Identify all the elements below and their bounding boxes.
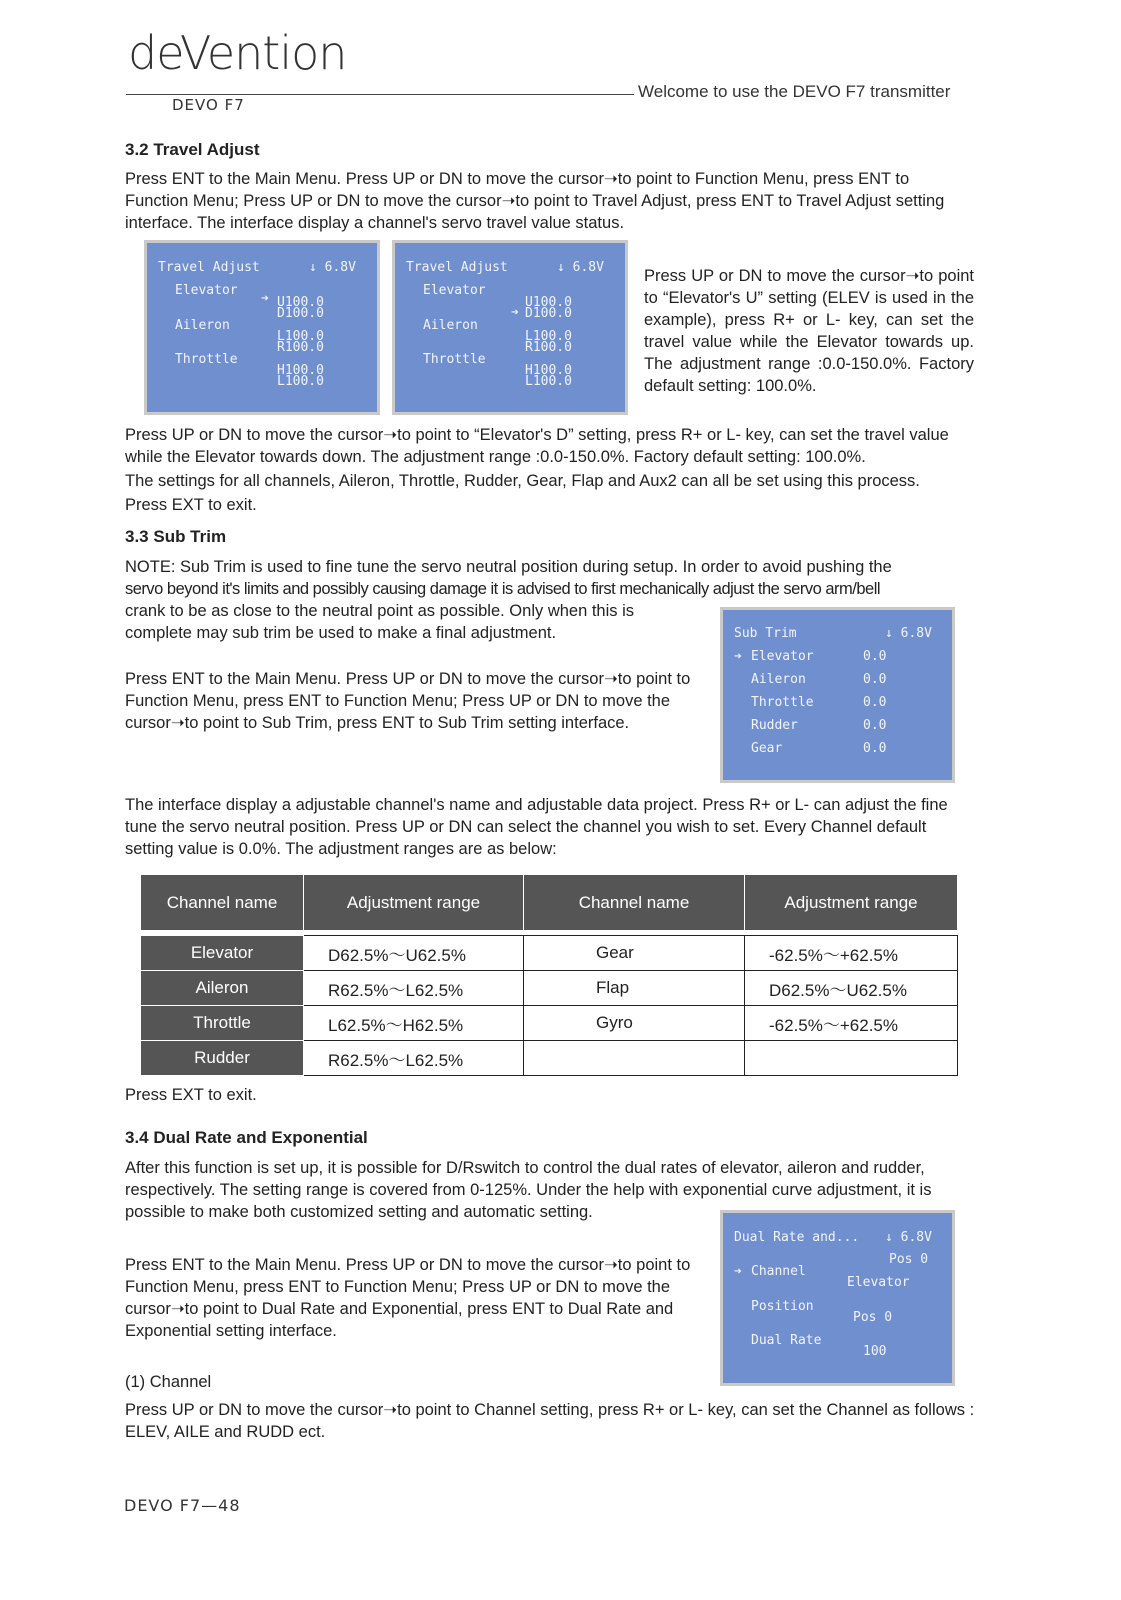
lcd-value: 0.0 <box>863 741 887 756</box>
lcd-value: L100.0 <box>277 374 324 389</box>
lcd-value: 0.0 <box>863 649 887 664</box>
table-cell: -62.5%～+62.5% <box>745 1006 958 1041</box>
dual-rate-intro: After this function is set up, it is possible for D/Rswitch to control the dual rates of elevator, aileron and rudder, respectively. The setting range is covered from 0-125%. Under the help with exponential curve adjustment, it is possible to make both customized setting and automatic setting. <box>125 1159 932 1221</box>
lcd-value: L100.0 <box>525 329 572 344</box>
lcd-channel-throttle: Throttle <box>175 352 238 367</box>
lcd-value: R100.0 <box>525 340 572 355</box>
lcd-channel-elevator: Elevator <box>423 283 486 298</box>
table-cell <box>524 1041 745 1076</box>
table-header: Channel name <box>524 875 745 931</box>
lcd-label: Channel <box>751 1264 806 1279</box>
table-cell: -62.5%～+62.5% <box>745 936 958 971</box>
lcd-value: D100.0 <box>525 306 572 321</box>
lcd-voltage: ↓ 6.8V <box>885 626 932 641</box>
lcd-title: Travel Adjust <box>406 260 508 275</box>
dual-rate-instructions: Press ENT to the Main Menu. Press UP or DN to move the cursor➝to point to Function Menu, press ENT to Function Menu; Press UP or DN to move the cursor➝to point to Dual Rate and Exponential, press ENT to Dual Rate and Exponential setting interface. <box>125 1256 691 1340</box>
lcd-channel: Gear <box>751 741 783 756</box>
lcd-voltage: ↓ 6.8V <box>309 260 356 275</box>
lcd-value: R100.0 <box>277 340 324 355</box>
lcd-channel: Rudder <box>751 718 798 733</box>
lcd-title: Travel Adjust <box>158 260 260 275</box>
travel-adjust-exit: Press EXT to exit. <box>125 496 257 514</box>
cursor-arrow-icon: ➔ <box>734 649 742 664</box>
table-cell: Gyro <box>524 1006 745 1041</box>
lcd-channel-aileron: Aileron <box>175 318 230 333</box>
lcd-value: U100.0 <box>525 295 572 310</box>
brand-model: DEVO F7 <box>172 96 245 114</box>
table-cell: Gear <box>524 936 745 971</box>
header-welcome: Welcome to use the DEVO F7 transmitter <box>638 82 951 101</box>
lcd-value: 100 <box>863 1344 887 1359</box>
travel-adjust-elevator-d: Press UP or DN to move the cursor➝to point to “Elevator's D” setting, press R+ or L- key, can set the travel value while the Elevator towards down. The adjustment range :0.0-150.0%. Factory default setting: 100.0%. <box>125 426 949 466</box>
lcd-value: H100.0 <box>525 363 572 378</box>
lcd-label: Position <box>751 1299 814 1314</box>
lcd-voltage: ↓ 6.8V <box>885 1230 932 1245</box>
travel-adjust-screen-2 <box>392 240 628 415</box>
dual-rate-channel-text: Press UP or DN to move the cursor➝to point to Channel setting, press R+ or L- key, can set the Channel as follows : ELEV, AILE and RUDD ect. <box>125 1401 975 1441</box>
lcd-value: 0.0 <box>863 695 887 710</box>
lcd-value: U100.0 <box>277 295 324 310</box>
lcd-title: Sub Trim <box>734 626 797 641</box>
sub-trim-note-line-1: NOTE: Sub Trim is used to fine tune the servo neutral position during setup. In order to avoid pushing the <box>125 558 892 576</box>
lcd-value: D100.0 <box>277 306 324 321</box>
sub-trim-note-line-2: servo beyond it's limits and possibly causing damage it is advised to first mechanically adjust the servo arm/bell <box>125 580 881 598</box>
table-row <box>141 1041 958 1076</box>
table-row <box>141 1006 958 1041</box>
lcd-value: H100.0 <box>277 363 324 378</box>
table-cell: Rudder <box>141 1041 304 1076</box>
table-cell: D62.5%～U62.5% <box>745 971 958 1006</box>
lcd-label: Dual Rate <box>751 1333 822 1348</box>
table-cell: Throttle <box>141 1006 304 1041</box>
travel-adjust-side-text: Press UP or DN to move the cursor➝to point to “Elevator's U” setting (ELEV is used in the example), press R+ or L- key, can set the travel value while the Elevator towards up. The adjustment range :0.0-150.0%. Factory default setting: 100.0%. <box>644 267 974 395</box>
lcd-channel: Throttle <box>751 695 814 710</box>
lcd-title: Dual Rate and... <box>734 1230 860 1245</box>
section-title-travel-adjust: 3.2 Travel Adjust <box>125 140 260 159</box>
table-row <box>141 936 958 971</box>
table-cell: D62.5%～U62.5% <box>304 936 524 971</box>
table-cell: Aileron <box>141 971 304 1006</box>
section-title-sub-trim: 3.3 Sub Trim <box>125 527 227 546</box>
page-footer: DEVO F7—48 <box>124 1496 241 1515</box>
table-cell: Flap <box>524 971 745 1006</box>
cursor-arrow-icon: ➔ <box>261 291 269 306</box>
table-header-row <box>141 875 958 931</box>
lcd-value: Pos 0 <box>853 1310 893 1325</box>
lcd-value: 0.0 <box>863 672 887 687</box>
table-row <box>141 971 958 1006</box>
lcd-channel: Aileron <box>751 672 806 687</box>
table-header: Adjustment range <box>304 875 524 931</box>
lcd-value: L100.0 <box>277 329 324 344</box>
table-header: Adjustment range <box>745 875 958 931</box>
table-cell: Elevator <box>141 936 304 971</box>
header-divider <box>126 94 634 95</box>
lcd-value: 0.0 <box>863 718 887 733</box>
adjustment-range-table <box>140 874 958 1076</box>
lcd-channel-aileron: Aileron <box>423 318 478 333</box>
sub-trim-screen <box>720 607 955 783</box>
lcd-value: Elevator <box>847 1275 910 1290</box>
lcd-voltage: ↓ 6.8V <box>557 260 604 275</box>
cursor-arrow-icon: ➔ <box>734 1264 742 1279</box>
sub-trim-note-line-3: crank to be as close to the neutral point as possible. Only when this is complete may sub trim be used to make a final adjustment. <box>125 602 635 642</box>
section-title-dual-rate: 3.4 Dual Rate and Exponential <box>125 1128 368 1147</box>
lcd-channel-elevator: Elevator <box>175 283 238 298</box>
sub-trim-exit: Press EXT to exit. <box>125 1086 257 1104</box>
table-cell: R62.5%～L62.5% <box>304 971 524 1006</box>
lcd-channel: Elevator <box>751 649 814 664</box>
lcd-value: L100.0 <box>525 374 572 389</box>
table-header: Channel name <box>141 875 304 931</box>
cursor-arrow-icon: ➔ <box>511 305 519 320</box>
dual-rate-channel-subtitle: (1) Channel <box>125 1373 212 1391</box>
lcd-value: Pos 0 <box>889 1252 929 1267</box>
travel-adjust-screen-1 <box>144 240 380 415</box>
lcd-channel-throttle: Throttle <box>423 352 486 367</box>
sub-trim-description: The interface display a adjustable channel's name and adjustable data project. Press R+ or L- can adjust the fine tune the servo neutral position. Press UP or DN can select the channel you wish to set. Every Channel default setting value is 0.0%. The adjustment ranges are as below: <box>125 796 948 858</box>
table-cell: L62.5%～H62.5% <box>304 1006 524 1041</box>
dual-rate-screen <box>720 1210 955 1386</box>
brand-logo: deVention <box>128 26 347 80</box>
table-cell <box>745 1041 958 1076</box>
sub-trim-intro: Press ENT to the Main Menu. Press UP or DN to move the cursor➝to point to Function Menu, press ENT to Function Menu; Press UP or DN to move the cursor➝to point to Sub Trim, press ENT to Sub Trim setting interface. <box>125 670 691 732</box>
travel-adjust-all-channels: The settings for all channels, Aileron, Throttle, Rudder, Gear, Flap and Aux2 can all be set using this process. <box>125 472 920 490</box>
travel-adjust-intro: Press ENT to the Main Menu. Press UP or DN to move the cursor➝to point to Function Menu, press ENT to Function Menu; Press UP or DN to move the cursor➝to point to Travel Adjust, press ENT to Travel Adjust setting interface. The interface display a channel's servo travel value status. <box>125 170 945 232</box>
table-cell: R62.5%～L62.5% <box>304 1041 524 1076</box>
